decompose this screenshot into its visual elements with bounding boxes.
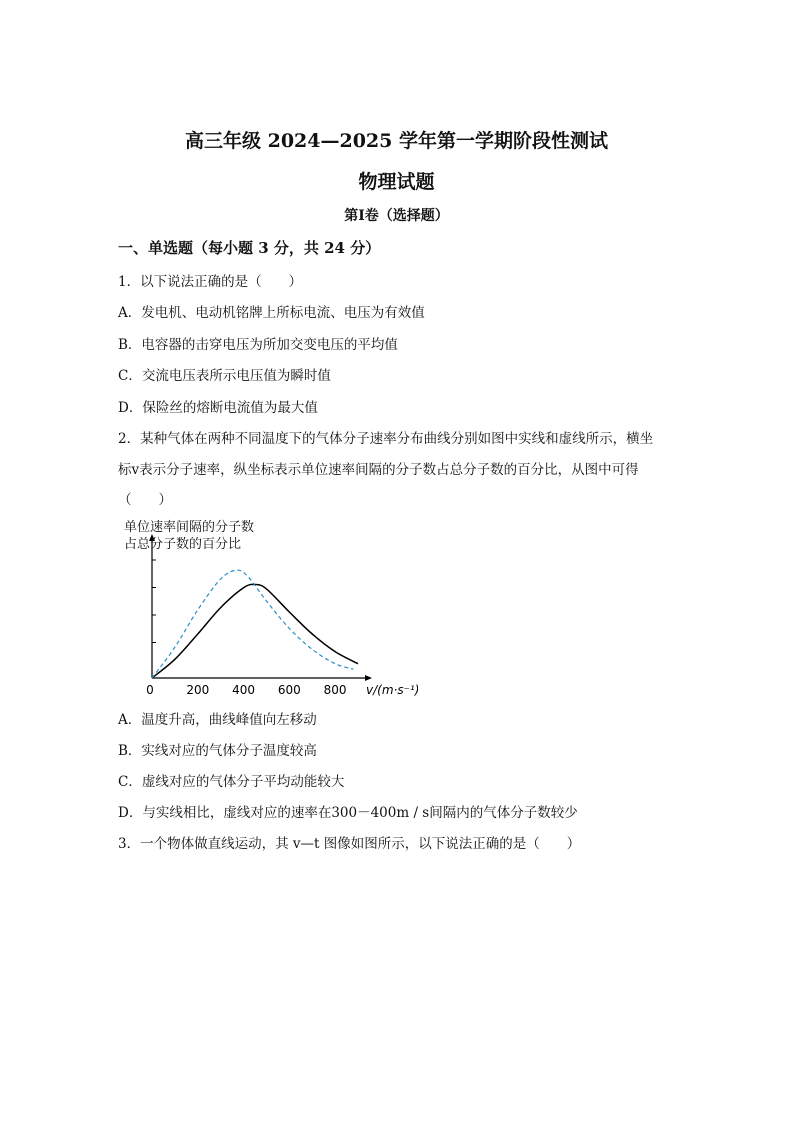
x-axis-arrow: [365, 675, 372, 681]
y-axis-label-line-1: 单位速率间隔的分子数: [124, 520, 255, 535]
question-3-stem: 3．一个物体做直线运动，其 v—t 图像如图所示，以下说法正确的是（ ）: [118, 836, 581, 852]
x-tick-label-600: 600: [277, 683, 301, 697]
question-1-option-d: D．保险丝的熔断电流值为最大值: [118, 400, 318, 416]
question-2-stem-line-2: 标v表示分子速率，纵坐标表示单位速率间隔的分子数占总分子数的百分比，从图中可得: [118, 462, 639, 478]
question-2-option-a: A．温度升高，曲线峰值向左移动: [118, 712, 317, 728]
x-axis-label: v/(m·s⁻¹): [366, 683, 418, 697]
question-2-option-d: D．与实线相比，虚线对应的速率在300－400m / s间隔内的气体分子数较少: [118, 805, 578, 821]
x-tick-label-0: 0: [146, 683, 154, 697]
exam-title: 高三年级 2024—2025 学年第一学期阶段性测试: [185, 130, 608, 152]
question-1-option-b: B．电容器的击穿电压为所加交变电压的平均值: [118, 337, 398, 353]
dashed-curve: [152, 570, 353, 678]
question-2-stem-line-3: （ ）: [118, 492, 172, 508]
section-heading: 一、单选题（每小题 3 分，共 24 分）: [118, 239, 381, 257]
solid-curve: [152, 584, 358, 678]
speed-distribution-figure: [118, 512, 418, 697]
y-axis-label-line-2: 占总分子数的百分比: [124, 537, 242, 552]
question-2-stem-line-1: 2．某种气体在两种不同温度下的气体分子速率分布曲线分别如图中实线和虚线所示，横坐: [118, 431, 654, 447]
question-1-option-c: C．交流电压表所示电压值为瞬时值: [118, 368, 331, 384]
question-1-option-a: A．发电机、电动机铭牌上所标电流、电压为有效值: [118, 305, 425, 321]
volume-title: 第I卷（选择题）: [344, 208, 449, 224]
x-tick-label-200: 200: [186, 683, 210, 697]
x-tick-label-800: 800: [323, 683, 347, 697]
question-1-stem: 1．以下说法正确的是（ ）: [118, 274, 303, 290]
x-tick-label-400: 400: [232, 683, 256, 697]
subject-title: 物理试题: [358, 171, 435, 193]
question-2-option-c: C．虚线对应的气体分子平均动能较大: [118, 774, 345, 790]
question-2-option-b: B．实线对应的气体分子温度较高: [118, 743, 317, 759]
